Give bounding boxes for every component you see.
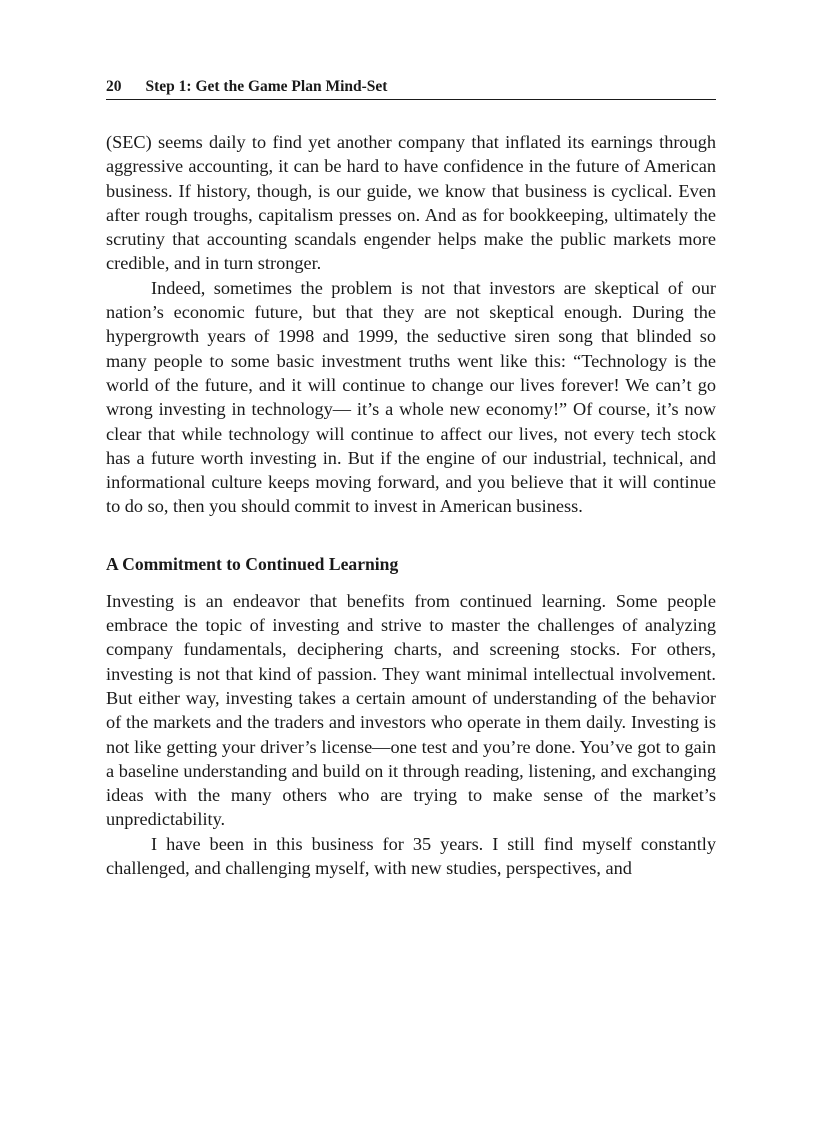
paragraph-continued: (SEC) seems daily to find yet another company that inflated its earnings through aggressive accounting, it can be hard to have confidence in the future of American business. If history, though, is our guide, we know that business is cyclical. Even after rough troughs, capitalism presses on. And as for bookkeeping, ultimately the scrutiny that accounting scandals engender helps make the public markets more credible, and in turn stronger. — [106, 132, 716, 274]
body-text — [106, 130, 716, 880]
page-number: 20 — [106, 78, 122, 95]
section-heading: A Commitment to Continued Learning — [106, 553, 399, 574]
running-header — [106, 77, 716, 100]
paragraph: Indeed, sometimes the problem is not that investors are skeptical of our nation’s economic future, but that they are not skeptical enough. During the hypergrowth years of 1998 and 1999, the seductive siren song that blinded so many people to some basic investment truths went like this: “Technology is the world of the future, and it will continue to change our lives forever! We can’t go wrong investing in technology— it’s a whole new economy!” Of course, it’s now clear that while technology will continue to affect our lives, not every tech stock has a future worth investing in. But if the engine of our industrial, technical, and informational culture keeps moving forward, and you believe that it will continue to do so, then you should commit to invest in American business. — [106, 277, 716, 517]
paragraph: I have been in this business for 35 years. I still find myself constantly challenged, and challenging myself, with new studies, perspectives, and — [106, 833, 716, 879]
paragraph: Investing is an endeavor that benefits from continued learning. Some people embrace the topic of investing and strive to master the challenges of analyzing company fundamentals, deciphering charts, and screening stocks. For others, investing is not that kind of passion. They want minimal intellectual involvement. But either way, investing takes a certain amount of understanding of the behavior of the markets and the traders and investors who operate in them daily. Investing is not like getting your driver’s license—one test and you’re done. You’ve got to gain a baseline understanding and build on it through reading, listening, and exchanging ideas with the many others who are trying to make sense of the market’s unpredictability. — [106, 590, 716, 830]
running-title: Step 1: Get the Game Plan Mind-Set — [145, 78, 388, 95]
